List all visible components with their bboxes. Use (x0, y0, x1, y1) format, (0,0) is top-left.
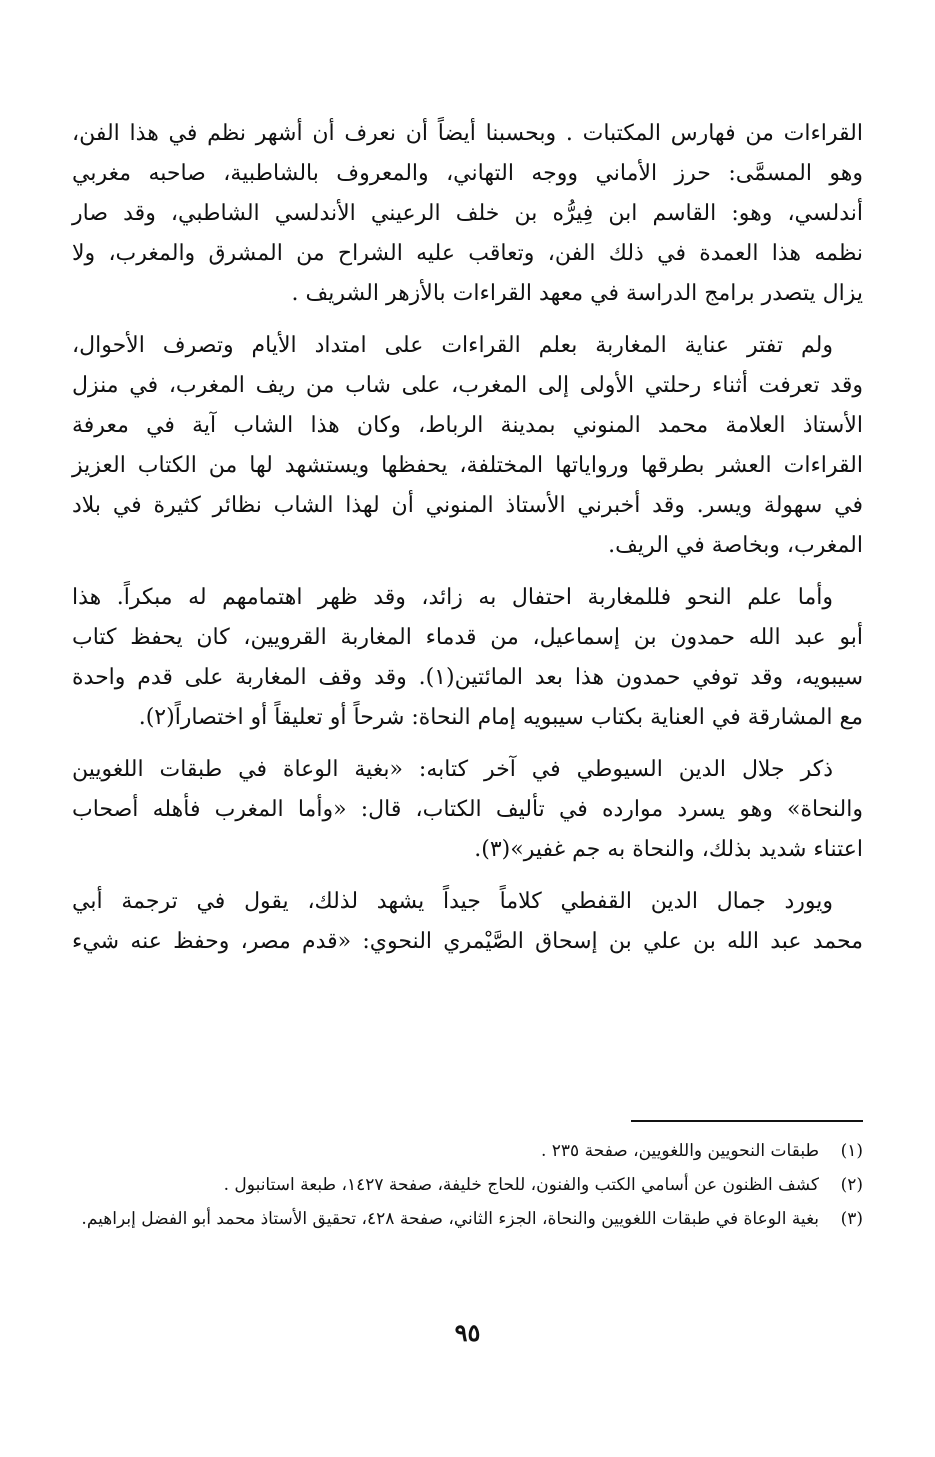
text-line: والنحاة» وهو يسرد موارده في تأليف الكتاب، قال: «وأما المغرب فأهله أصحاب (72, 797, 863, 822)
text-line: وقد تعرفت أثناء رحلتي الأولى إلى المغرب، على شاب من ريف المغرب، في منزل (72, 373, 863, 398)
text-line: وهو المسمَّى: حرز الأماني ووجه التهاني، والمعروف بالشاطبية، صاحبه مغربي (72, 161, 863, 186)
footnote-text: طبقات النحويين واللغويين، صفحة ٢٣٥ . (540, 1141, 819, 1161)
text-line: الأستاذ العلامة محمد المنوني بمدينة الرباط، وكان هذا الشاب آية في معرفة (72, 413, 863, 438)
footnotes (72, 1134, 863, 1236)
paragraph-2 (72, 326, 863, 566)
text-line: مع المشارقة في العناية بكتاب سيبويه إمام النحاة: شرحاً أو تعليقاً أو اختصاراً(٢). (138, 705, 863, 730)
text-line: القراءات من فهارس المكتبات . وبحسبنا أيضاً أن نعرف أن أشهر نظم في هذا الفن، (72, 121, 863, 146)
paragraph-4 (72, 750, 863, 870)
text-line: نظمه هذا العمدة في ذلك الفن، وتعاقب عليه الشراح من المشرق والمغرب، ولا (72, 241, 863, 266)
footnote-number: (٢) (840, 1175, 863, 1195)
text-line: أبو عبد الله حمدون بن إسماعيل، من قدماء المغاربة القرويين، كان يحفظ كتاب (72, 625, 863, 650)
text-line: محمد عبد الله بن علي بن إسحاق الصَّيْمري النحوي: «قدم مصر، وحفظ عنه شيء (72, 929, 864, 954)
footnote-number: (١) (840, 1141, 863, 1161)
text-line: يزال يتصدر برامج الدراسة في معهد القراءات بالأزهر الشريف . (291, 281, 863, 306)
page-number: ٩٥ (454, 1318, 481, 1347)
footnote-number: (٣) (840, 1209, 863, 1229)
footnote-3 (72, 1202, 863, 1236)
footnote-text: كشف الظنون عن أسامي الكتب والفنون، للحاج خليفة، صفحة ١٤٢٧، طبعة استانبول . (223, 1175, 819, 1195)
paragraph-3 (72, 578, 863, 738)
text-line: وأما علم النحو فللمغاربة احتفال به زائد، وقد ظهر اهتمامهم له مبكراً. هذا (72, 585, 833, 610)
text-line: ذكر جلال الدين السيوطي في آخر كتابه: «بغية الوعاة في طبقات اللغويين (72, 757, 833, 782)
text-line: أندلسي، وهو: القاسم ابن فِيرُّه بن خلف الرعيني الأندلسي الشاطبي، وقد صار (72, 201, 863, 226)
paragraph-5 (72, 882, 863, 962)
text-line: ويورد جمال الدين القفطي كلاماً جيداً يشهد لذلك، يقول في ترجمة أبي (72, 889, 833, 914)
footnote-1 (72, 1134, 863, 1168)
footnote-2 (72, 1168, 863, 1202)
text-line: المغرب، وبخاصة في الريف. (608, 533, 863, 558)
text-line: اعتناء شديد بذلك، والنحاة به جم غفير»(٣). (474, 837, 863, 862)
footnote-divider (631, 1120, 863, 1122)
text-line: في سهولة ويسر. وقد أخبرني الأستاذ المنوني أن لهذا الشاب نظائر كثيرة في بلاد (72, 493, 863, 518)
text-line: سيبويه، وقد توفي حمدون هذا بعد المائتين(١). وقد وقف المغاربة على قدم واحدة (72, 665, 864, 690)
text-line: ولم تفتر عناية المغاربة بعلم القراءات على امتداد الأيام وتصرف الأحوال، (72, 333, 833, 358)
footnote-text: بغية الوعاة في طبقات اللغويين والنحاة، الجزء الثاني، صفحة ٤٢٨، تحقيق الأستاذ محمد أبو الفضل إبراهيم. (81, 1209, 819, 1229)
text-line: القراءات العشر بطرقها ورواياتها المختلفة، يحفظها ويستشهد لها من الكتاب العزيز (72, 453, 863, 478)
paragraph-1 (72, 114, 863, 314)
